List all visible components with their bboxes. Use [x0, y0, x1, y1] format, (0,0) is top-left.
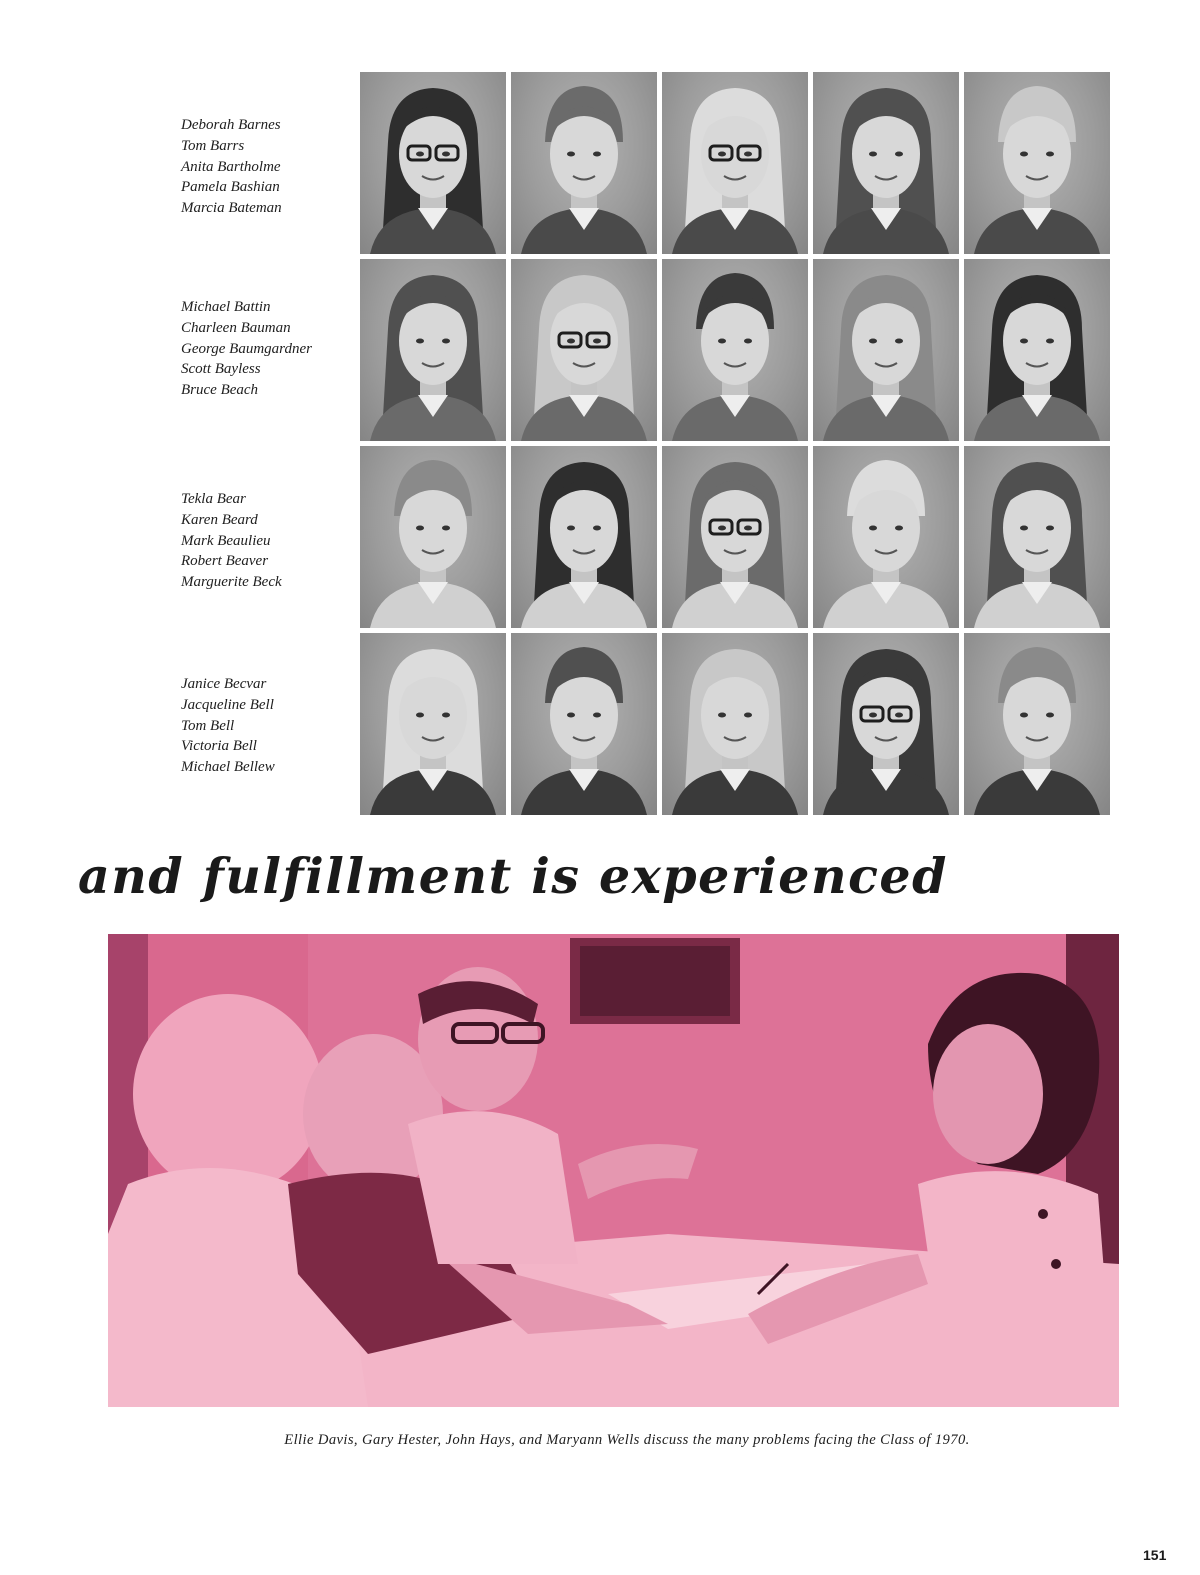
- student-portrait: [360, 446, 506, 628]
- student-name: Anita Bartholme: [181, 158, 281, 175]
- portrait-silhouette: [813, 633, 959, 815]
- student-portrait: [813, 259, 959, 441]
- headline: and fulfillment is experienced: [78, 847, 948, 905]
- student-name: Victoria Bell: [181, 738, 257, 755]
- portrait-silhouette: [813, 72, 959, 254]
- group-photo-illustration: [108, 934, 1119, 1407]
- student-portrait: [360, 633, 506, 815]
- name-list-row-2: [181, 297, 312, 401]
- portrait-silhouette: [813, 446, 959, 628]
- student-name: Deborah Barnes: [181, 117, 281, 133]
- student-portrait: [662, 259, 808, 441]
- name-list-row-1: [181, 115, 282, 219]
- student-name: Scott Bayless: [181, 361, 261, 378]
- portrait-grid: [360, 72, 1110, 816]
- student-name: George Baumgardner: [181, 340, 312, 357]
- portrait-silhouette: [360, 259, 506, 441]
- student-name: Tom Bell: [181, 717, 235, 734]
- portrait-silhouette: [511, 72, 657, 254]
- student-portrait: [964, 633, 1110, 815]
- portrait-silhouette: [964, 633, 1110, 815]
- student-portrait: [662, 72, 808, 254]
- portrait-silhouette: [511, 633, 657, 815]
- student-name: Marguerite Beck: [181, 574, 282, 591]
- portrait-silhouette: [360, 72, 506, 254]
- student-name: Tom Barrs: [181, 137, 245, 154]
- portrait-silhouette: [964, 72, 1110, 254]
- portrait-silhouette: [662, 259, 808, 441]
- page-number: 151: [1143, 1547, 1167, 1563]
- student-portrait: [964, 72, 1110, 254]
- student-portrait: [662, 446, 808, 628]
- student-name: Janice Becvar: [181, 676, 267, 692]
- student-portrait: [511, 446, 657, 628]
- student-portrait: [964, 259, 1110, 441]
- portrait-silhouette: [662, 633, 808, 815]
- student-portrait: [360, 259, 506, 441]
- student-portrait: [360, 72, 506, 254]
- student-portrait: [813, 72, 959, 254]
- student-portrait: [511, 72, 657, 254]
- student-portrait: [813, 446, 959, 628]
- student-name: Robert Beaver: [181, 553, 269, 570]
- portrait-silhouette: [360, 446, 506, 628]
- student-portrait: [511, 633, 657, 815]
- student-name: Michael Bellew: [181, 759, 275, 776]
- group-photo: [108, 934, 1119, 1407]
- person-ellie: [133, 994, 323, 1194]
- student-portrait: [964, 446, 1110, 628]
- student-name: Jacqueline Bell: [181, 696, 274, 713]
- portrait-silhouette: [964, 446, 1110, 628]
- portrait-silhouette: [360, 633, 506, 815]
- student-name: Charleen Bauman: [181, 319, 291, 336]
- student-name: Karen Beard: [181, 511, 258, 528]
- student-portrait: [813, 633, 959, 815]
- student-name: Bruce Beach: [181, 382, 259, 399]
- student-name: Mark Beaulieu: [181, 532, 271, 549]
- name-list-row-3: [181, 489, 282, 593]
- name-list-row-4: [181, 674, 275, 778]
- student-name: Michael Battin: [181, 299, 271, 315]
- student-name: Pamela Bashian: [181, 179, 280, 196]
- student-portrait: [662, 633, 808, 815]
- photo-caption: Ellie Davis, Gary Hester, John Hays, and Maryann Wells discuss the many problems facing the Class of 1970.: [284, 1432, 970, 1448]
- portrait-silhouette: [662, 72, 808, 254]
- student-name: Tekla Bear: [181, 491, 246, 507]
- portrait-silhouette: [511, 259, 657, 441]
- portrait-silhouette: [662, 446, 808, 628]
- student-portrait: [511, 259, 657, 441]
- student-name: Marcia Bateman: [181, 200, 282, 217]
- portrait-silhouette: [964, 259, 1110, 441]
- portrait-silhouette: [813, 259, 959, 441]
- portrait-silhouette: [511, 446, 657, 628]
